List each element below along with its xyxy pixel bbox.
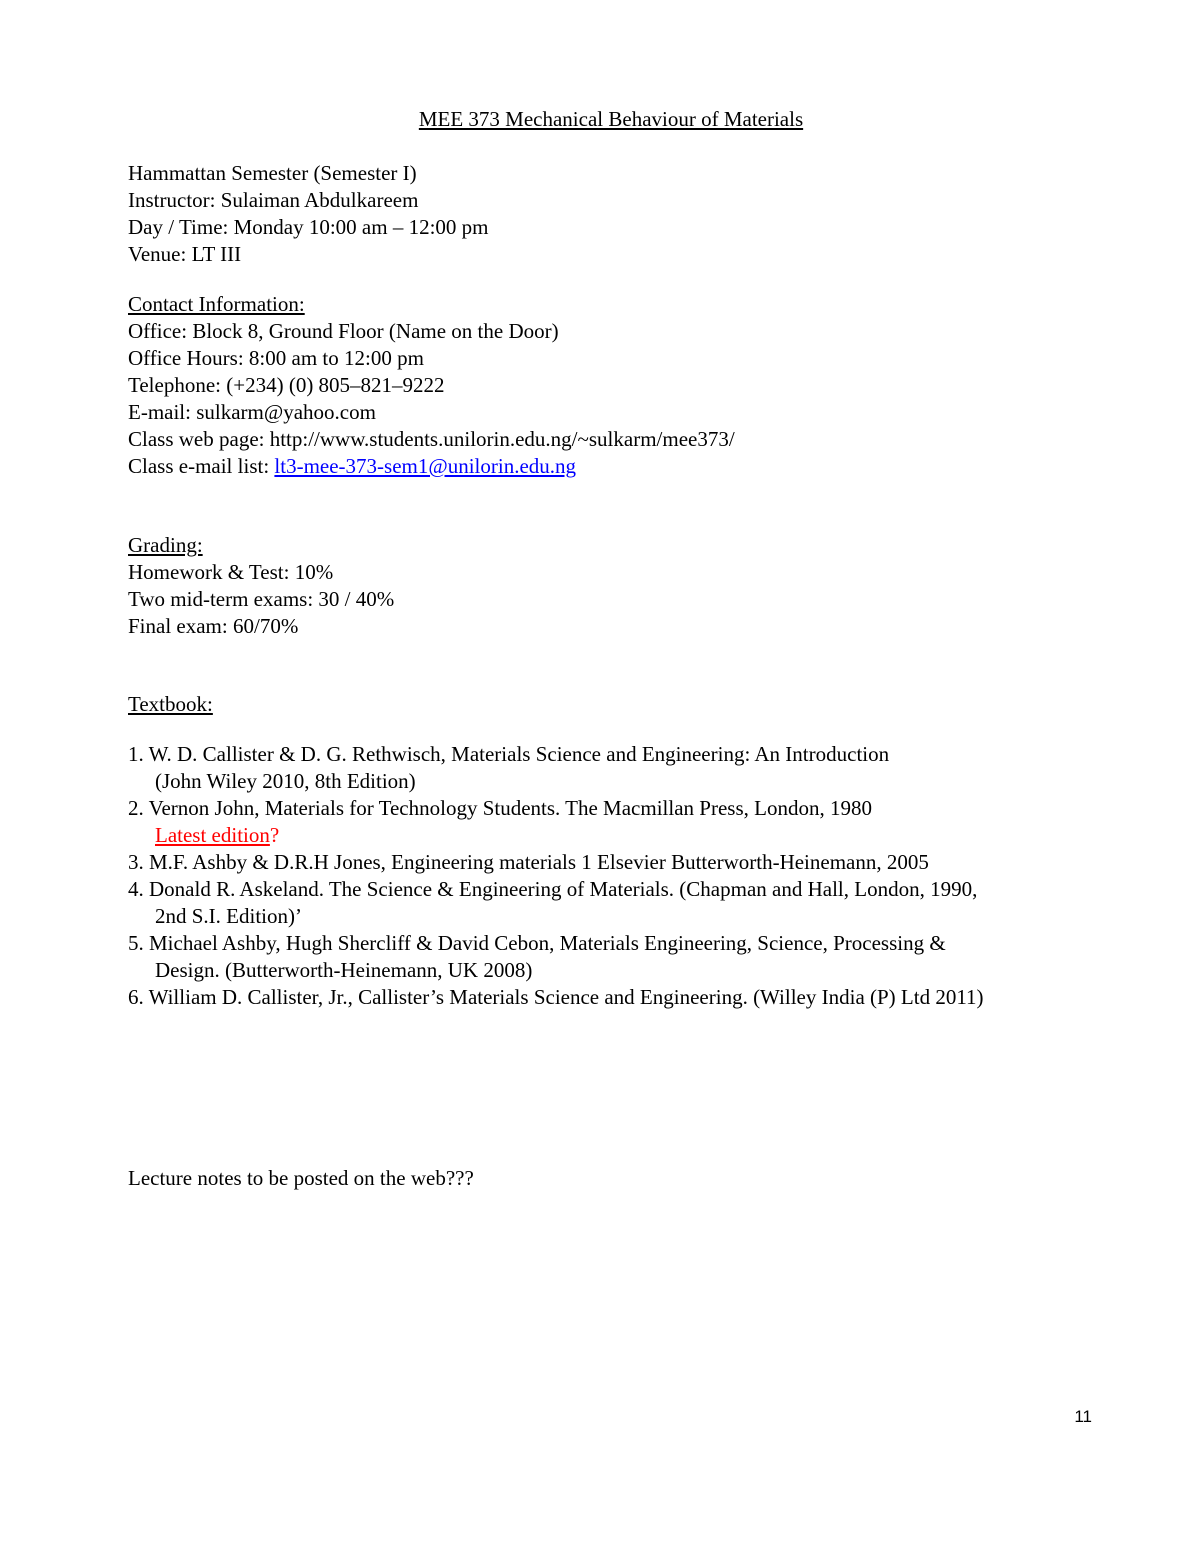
lecture-notes-block — [128, 1165, 1128, 1192]
lecture-notes-text: Lecture notes to be posted on the web??? — [128, 1166, 474, 1190]
grading-item: Two mid-term exams: 30 / 40% — [128, 587, 395, 611]
page-title: MEE 373 Mechanical Behaviour of Materials — [418, 107, 804, 131]
email-text: E-mail: sulkarm@yahoo.com — [128, 400, 376, 424]
grading-section — [128, 532, 1128, 640]
email-list-label: Class e-mail list: — [128, 454, 275, 478]
textbook-item-6: 6. William D. Callister, Jr., Callister’s Materials Science and Engineering. (Willey India (P) Ltd 2011) — [128, 985, 984, 1009]
textbook-item-1: 1. W. D. Callister & D. G. Rethwisch, Materials Science and Engineering: An Introduction — [128, 742, 890, 766]
textbook-item-1-cont: (John Wiley 2010, 8th Edition) — [155, 769, 416, 793]
textbook-list — [128, 741, 1128, 1011]
textbook-item-5: 5. Michael Ashby, Hugh Shercliff & David Cebon, Materials Engineering, Science, Processing & — [128, 931, 946, 955]
office-hours-text: Office Hours: 8:00 am to 12:00 pm — [128, 346, 424, 370]
textbook-item-2-note — [128, 822, 1128, 849]
telephone-text: Telephone: (+234) (0) 805–821–9222 — [128, 373, 445, 397]
email-list-row — [128, 453, 1128, 480]
textbook-item-5-cont: Design. (Butterworth-Heinemann, UK 2008) — [155, 958, 533, 982]
grading-heading: Grading: — [128, 533, 203, 557]
web-page-text: Class web page: http://www.students.unilorin.edu.ng/~sulkarm/mee373/ — [128, 427, 735, 451]
question-mark: ? — [269, 823, 280, 847]
textbook-item-4: 4. Donald R. Askeland. The Science & Engineering of Materials. (Chapman and Hall, London, 1990, — [128, 877, 978, 901]
day-time-text: Day / Time: Monday 10:00 am – 12:00 pm — [128, 215, 489, 239]
textbook-item-4-cont: 2nd S.I. Edition)’ — [155, 904, 302, 928]
grading-item: Homework & Test: 10% — [128, 560, 334, 584]
page-number: 11 — [1074, 1407, 1092, 1426]
textbook-heading-block — [128, 691, 1128, 718]
contact-section — [128, 291, 1128, 480]
instructor-text: Instructor: Sulaiman Abdulkareem — [128, 188, 419, 212]
textbook-heading: Textbook: — [128, 692, 213, 716]
textbook-item-3: 3. M.F. Ashby & D.R.H Jones, Engineering materials 1 Elsevier Butterworth-Heinemann, 2005 — [128, 850, 929, 874]
venue-text: Venue: LT III — [128, 242, 242, 266]
office-text: Office: Block 8, Ground Floor (Name on the Door) — [128, 319, 559, 343]
contact-heading: Contact Information: — [128, 292, 305, 316]
email-list-link[interactable]: lt3-mee-373-sem1@unilorin.edu.ng — [274, 454, 577, 478]
latest-edition-link[interactable]: Latest edition — [155, 823, 270, 847]
semester-text: Hammattan Semester (Semester I) — [128, 161, 417, 185]
textbook-item-2: 2. Vernon John, Materials for Technology Students. The Macmillan Press, London, 1980 — [128, 796, 872, 820]
course-info — [128, 160, 1128, 268]
grading-item: Final exam: 60/70% — [128, 614, 299, 638]
